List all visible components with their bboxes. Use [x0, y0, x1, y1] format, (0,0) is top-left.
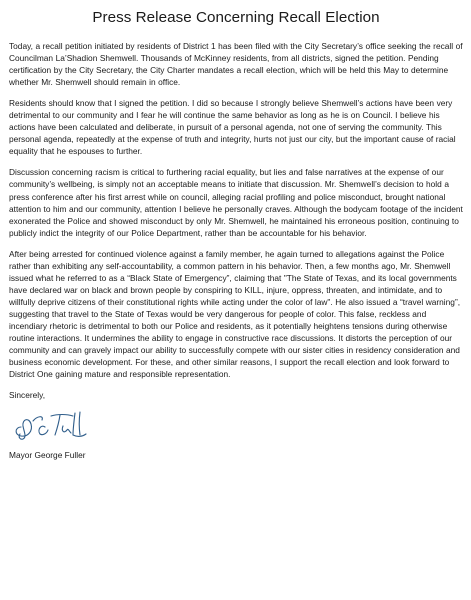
paragraph-4: After being arrested for continued violence against a family member, he again turned to allegations against the Police rather than exhibiting any self-accountability, a common pattern in his behavior. Then, a few months ago, Mr. Shemwell issued what he referred to as a “Black State of Emergency”, claiming that "The State of Texas, and its local governments have declared war on black and brown people by conspiring to KILL, injure, oppress, threaten, and intimidate, and to willfully deprive citizens of their constitutional rights while acting under the color of law". He also issued a “travel warning”, suggesting that travel to the State of Texas would be very dangerous for people of color. This false, reckless and incendiary rhetoric is detrimental to both our Police and residents, as it potentially heightens tensions during otherwise routine interactions. It undermines the ability to engage in constructive race discussions. It distorts the perception of our community and can gravely impact our ability to successfully compete with our sister cities in residency consideration and business economic development. For these, and other similar reasons, I support the recall election and look forward to District One gaining mature and responsible representation.: [9, 248, 461, 380]
paragraph-3: Discussion concerning racism is critical to furthering racial equality, but lies and false narratives at the expense of our community’s wellbeing, is simply not an acceptable means to initiate that discussion. Mr. Shemwell’s decision to hold a press conference after his first arrest while on council, alleging racial profiling and police misconduct, brought national attention to him and our community, attention I believe he personally craves. Although the bodycam footage of the incident exonerated the Police and showed misconduct by only Mr. Shemwell, he maintained his erroneous position, continuing to publicly indict the integrity of our Police Department, rather than be accountable for his behavior.: [9, 167, 463, 238]
signature-image: [11, 407, 103, 441]
signer-name: Mayor George Fuller: [9, 450, 86, 461]
paragraph-1: Today, a recall petition initiated by residents of District 1 has been filed with the City Secretary’s office seeking the recall of Councilman La’Shadion Shemwell. Thousands of McKinney residents, from all districts, signed the petition. Pending certification by the City Secretary, the City Charter mandates a recall election, which will be held this May to determine whether Mr. Shemwell should remain in office.: [9, 41, 463, 88]
closing-salutation: Sincerely,: [9, 390, 46, 401]
paragraph-2: Residents should know that I signed the petition. I did so because I strongly believe Shemwell’s actions have been very detrimental to our community and I fear he will continue the same behavior as long as he is on Council. I believe his actions have been calculated and deliberate, in pursuit of a personal agenda, not one of serving the community. This personal agenda, repeatedly at the expense of truth and integrity, hurts not just our city, but the important cause of racial equality that he espouses to further.: [9, 98, 456, 157]
document-title: Press Release Concerning Recall Election: [92, 9, 380, 26]
